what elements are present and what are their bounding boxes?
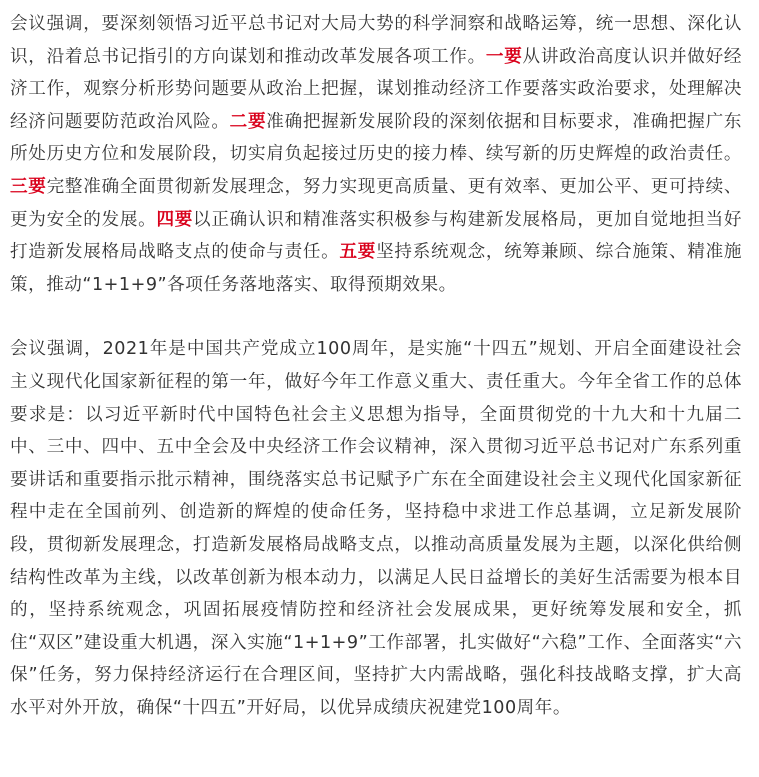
article-paragraph-1: [10, 0, 742, 301]
point-5-text: 坚持系统观念，统筹兼顾、综合施策、精准施策，推动“1+1+9”各项任务落地落实、取得预期效果。: [10, 242, 742, 295]
point-4-text: 以正确认识和精准落实积极参与构建新发展格局，更加自觉地担当好打造新发展格局战略支点的使命与责任。: [10, 209, 742, 263]
point-1-label: 一要: [485, 46, 523, 67]
article-paragraph-2: 会议强调，2021年是中国共产党成立100周年，是实施“十四五”规划、开启全面建设社会主义现代化国家新征程的第一年，做好今年工作意义重大、责任重大。今年全省工作的总体要求是：以习近平新时代中国特色社会主义思想为指导，全面贯彻党的十九大和十九届二中、三中、四中、五中全会及中央经济工作会议精神，深入贯彻习近平总书记对广东系列重要讲话和重要指示批示精神，围绕落实总书记赋予广东在全面建设社会主义现代化国家新征程中走在全国前列、创造新的辉煌的使命任务，坚持稳中求进工作总基调，立足新发展阶段，贯彻新发展理念，打造新发展格局战略支点，以推动高质量发展为主题，以深化供给侧结构性改革为主线，以改革创新为根本动力，以满足人民日益增长的美好生活需要为根本目的，坚持系统观念，巩固拓展疫情防控和经济社会发展成果，更好统筹发展和安全，抓住“双区”建设重大机遇，深入实施“1+1+9”工作部署，扎实做好“六稳”工作、全面落实“六保”任务，努力保持经济运行在合理区间，坚持扩大内需战略，强化科技战略支撑，扩大高水平对外开放，确保“十四五”开好局，以优异成绩庆祝建党100周年。: [10, 339, 742, 718]
point-3-label: 三要: [10, 176, 47, 197]
point-1-text: 从讲政治高度认识并做好经济工作，观察分析形势问题要从政治上把握，谋划推动经济工作要落实政治要求，处理解决经济问题要防范政治风险。: [10, 46, 742, 132]
point-2-label: 二要: [229, 111, 267, 132]
point-3-text: 完整准确全面贯彻新发展理念，努力实现更高质量、更有效率、更加公平、更可持续、更为安全的发展。: [10, 176, 742, 230]
point-4-label: 四要: [156, 209, 194, 230]
point-2-text: 准确把握新发展阶段的深刻依据和目标要求，准确把握广东所处历史方位和发展阶段，切实肩负起接过历史的接力棒、续写新的历史辉煌的政治责任。: [10, 111, 742, 165]
paragraph-1-intro: 会议强调，要深刻领悟习近平总书记对大局大势的科学洞察和战略运筹，统一思想、深化认识，沿着总书记指引的方向谋划和推动改革发展各项工作。: [10, 14, 742, 67]
point-5-label: 五要: [339, 242, 377, 263]
